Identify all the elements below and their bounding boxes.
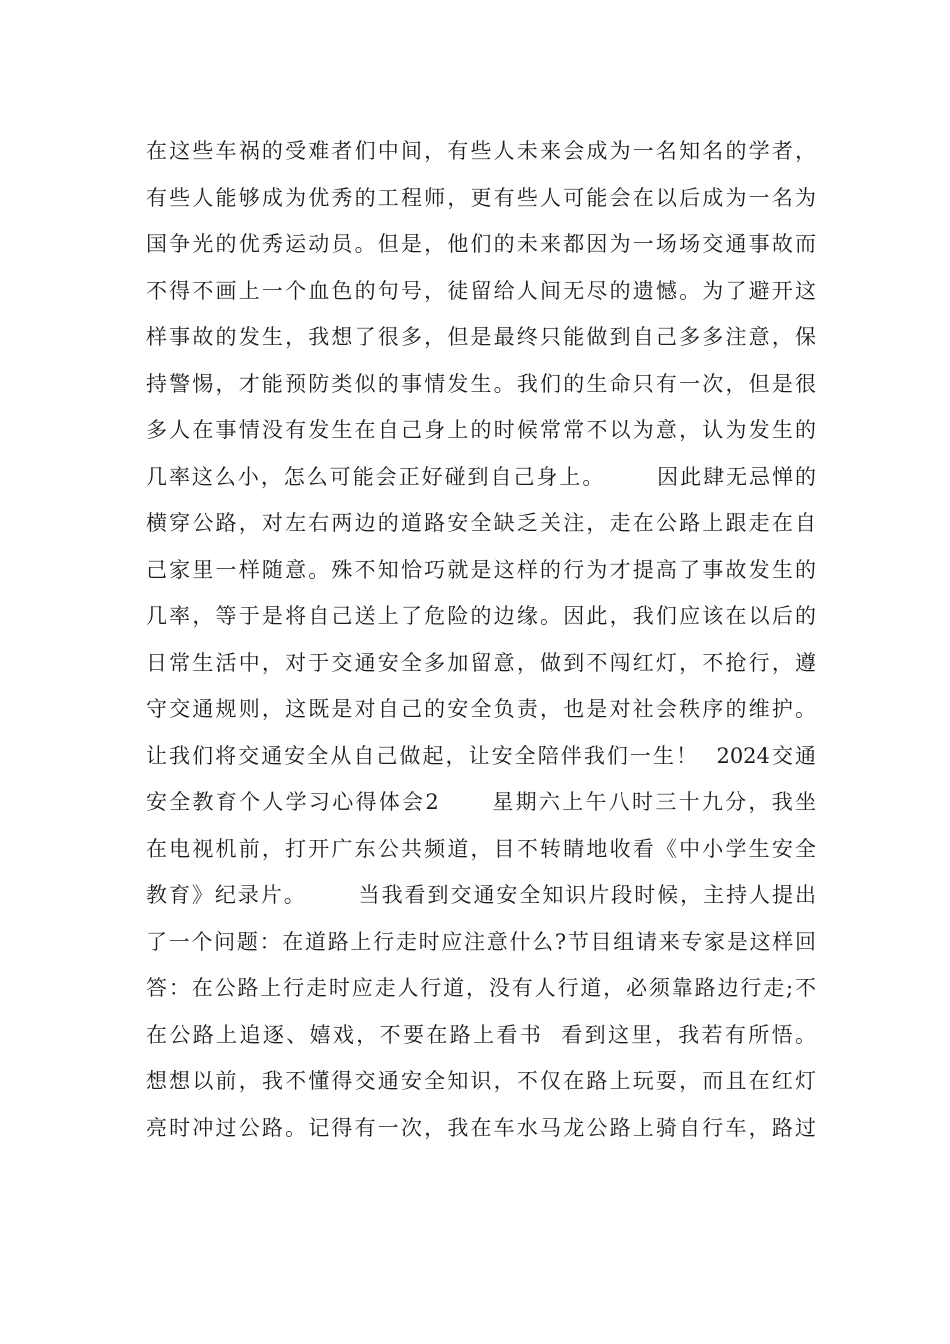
text-line: 持警惕，才能预防类似的事情发生。我们的生命只有一次，但是很	[146, 371, 816, 396]
text-line: 教育》纪录片。 当我看到交通安全知识片段时候，主持人提出	[146, 883, 816, 907]
text-line: 守交通规则，这既是对自己的安全负责，也是对社会秩序的维护。	[146, 697, 816, 721]
text-line: 横穿公路，对左右两边的道路安全缺乏关注，走在公路上跟走在自	[146, 511, 816, 535]
text-line: 亮时冲过公路。记得有一次，我在车水马龙公路上骑自行车，路过	[146, 1115, 816, 1140]
text-line: 想想以前，我不懂得交通安全知识，不仅在路上玩耍，而且在红灯	[146, 1069, 816, 1093]
text-line: 日常生活中，对于交通安全多加留意，做到不闯红灯，不抢行，遵	[146, 650, 816, 675]
text-line: 让我们将交通安全从自己做起，让安全陪伴我们一生！ 2024交通	[146, 743, 816, 768]
text-line: 安全教育个人学习心得体会2 星期六上午八时三十九分，我坐	[146, 790, 816, 814]
text-line: 答：在公路上行走时应走人行道，没有人行道，必须靠路边行走;不	[146, 976, 816, 1000]
text-line: 在这些车祸的受难者们中间，有些人未来会成为一名知名的学者，	[146, 139, 816, 163]
text-line: 几率，等于是将自己送上了危险的边缘。因此，我们应该在以后的	[146, 604, 816, 628]
text-line: 己家里一样随意。殊不知恰巧就是这样的行为才提高了事故发生的	[146, 557, 816, 582]
text-line: 国争光的优秀运动员。但是，他们的未来都因为一场场交通事故而	[146, 232, 816, 256]
body-text	[146, 128, 816, 1151]
text-line: 多人在事情没有发生在自己身上的时候常常不以为意，认为发生的	[146, 418, 816, 442]
text-line: 有些人能够成为优秀的工程师，更有些人可能会在以后成为一名为	[146, 185, 816, 210]
text-line: 了一个问题：在道路上行走时应注意什么?节目组请来专家是这样回	[146, 929, 816, 954]
text-line: 不得不画上一个血色的句号，徒留给人间无尽的遗憾。为了避开这	[146, 278, 816, 303]
text-line: 在电视机前，打开广东公共频道，目不转睛地收看《中小学生安全	[146, 836, 816, 861]
text-line: 几率这么小，怎么可能会正好碰到自己身上。 因此肆无忌惮的	[146, 464, 816, 489]
text-line: 在公路上追逐、嬉戏，不要在路上看书 看到这里，我若有所悟。	[146, 1022, 816, 1047]
text-line: 样事故的发生，我想了很多，但是最终只能做到自己多多注意，保	[146, 325, 816, 349]
